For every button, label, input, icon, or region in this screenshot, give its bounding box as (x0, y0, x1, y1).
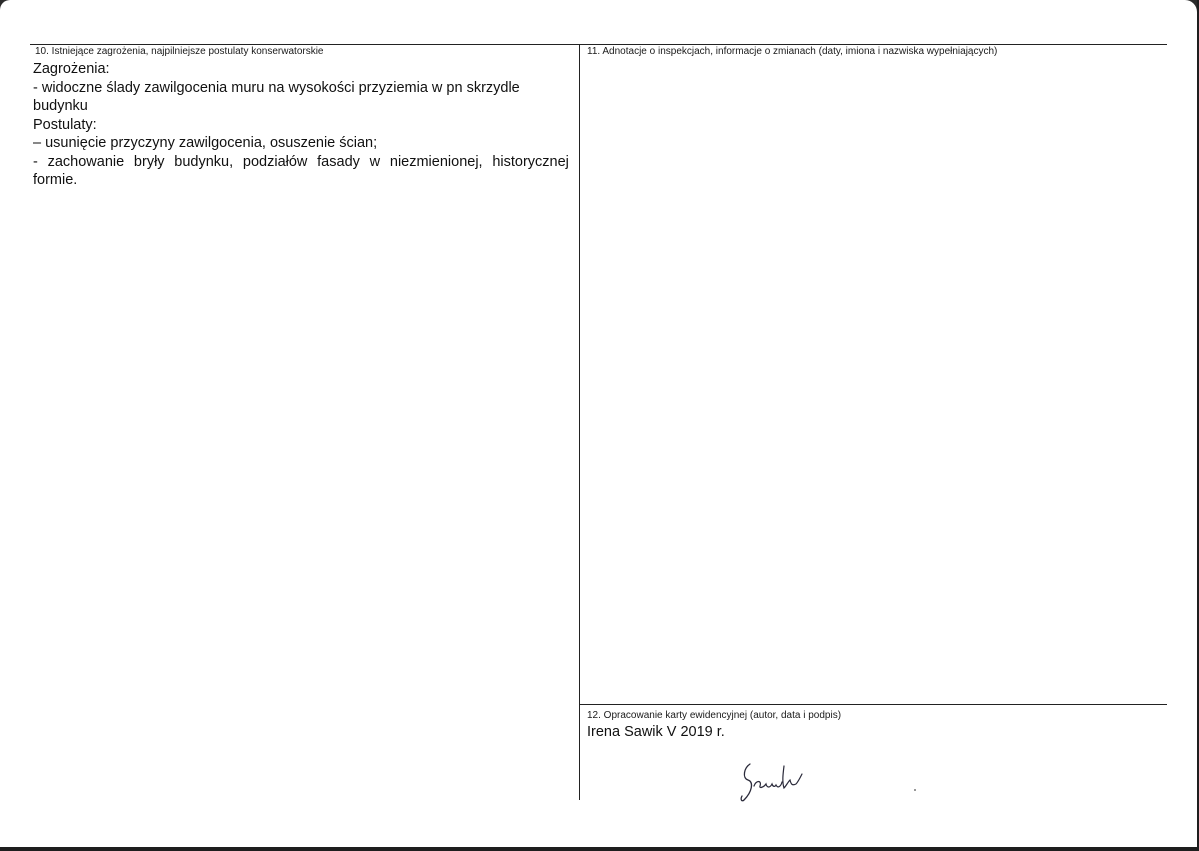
postulate-item-1: – usunięcie przyczyny zawilgocenia, osuszenie ścian; (33, 135, 378, 151)
paper-speck (914, 789, 916, 791)
section-11-label: 11. Adnotacje o inspekcjach, informacje o zmianach (daty, imiona i nazwiska wypełniających) (587, 46, 998, 57)
author-and-date: Irena Sawik V 2019 r. (587, 724, 725, 740)
section-10-content (33, 60, 569, 190)
postulate-word: budynku, (174, 153, 234, 170)
postulate-word: fasady (317, 153, 360, 170)
threats-heading: Zagrożenia: (33, 61, 110, 77)
postulate-word: zachowanie (47, 153, 125, 170)
threat-item-line-2: budynku (33, 98, 88, 114)
section-12-rule (579, 704, 1167, 705)
section-10-label: 10. Istniejące zagrożenia, najpilniejsze postulaty konserwatorskie (35, 46, 324, 57)
top-rule (30, 44, 1167, 45)
postulates-heading: Postulaty: (33, 116, 97, 133)
scan-edge-bottom (0, 847, 1199, 851)
postulate-word: niezmienionej, (389, 153, 483, 170)
postulate-word: w (369, 153, 381, 170)
handwritten-signature (738, 756, 818, 806)
postulate-word: - (33, 153, 38, 170)
column-divider (579, 44, 580, 800)
postulate-word: historycznej (492, 153, 569, 170)
postulate-item-2-line-2: formie. (33, 172, 78, 188)
postulate-word: bryły (133, 153, 165, 170)
section-12-label: 12. Opracowanie karty ewidencyjnej (autor, data i podpis) (587, 710, 842, 721)
threat-item-line-1: - widoczne ślady zawilgocenia muru na wysokości przyziemia w pn skrzydle (33, 79, 520, 96)
postulate-item-2-line-1 (33, 153, 569, 172)
postulate-word: podziałów (242, 153, 308, 170)
